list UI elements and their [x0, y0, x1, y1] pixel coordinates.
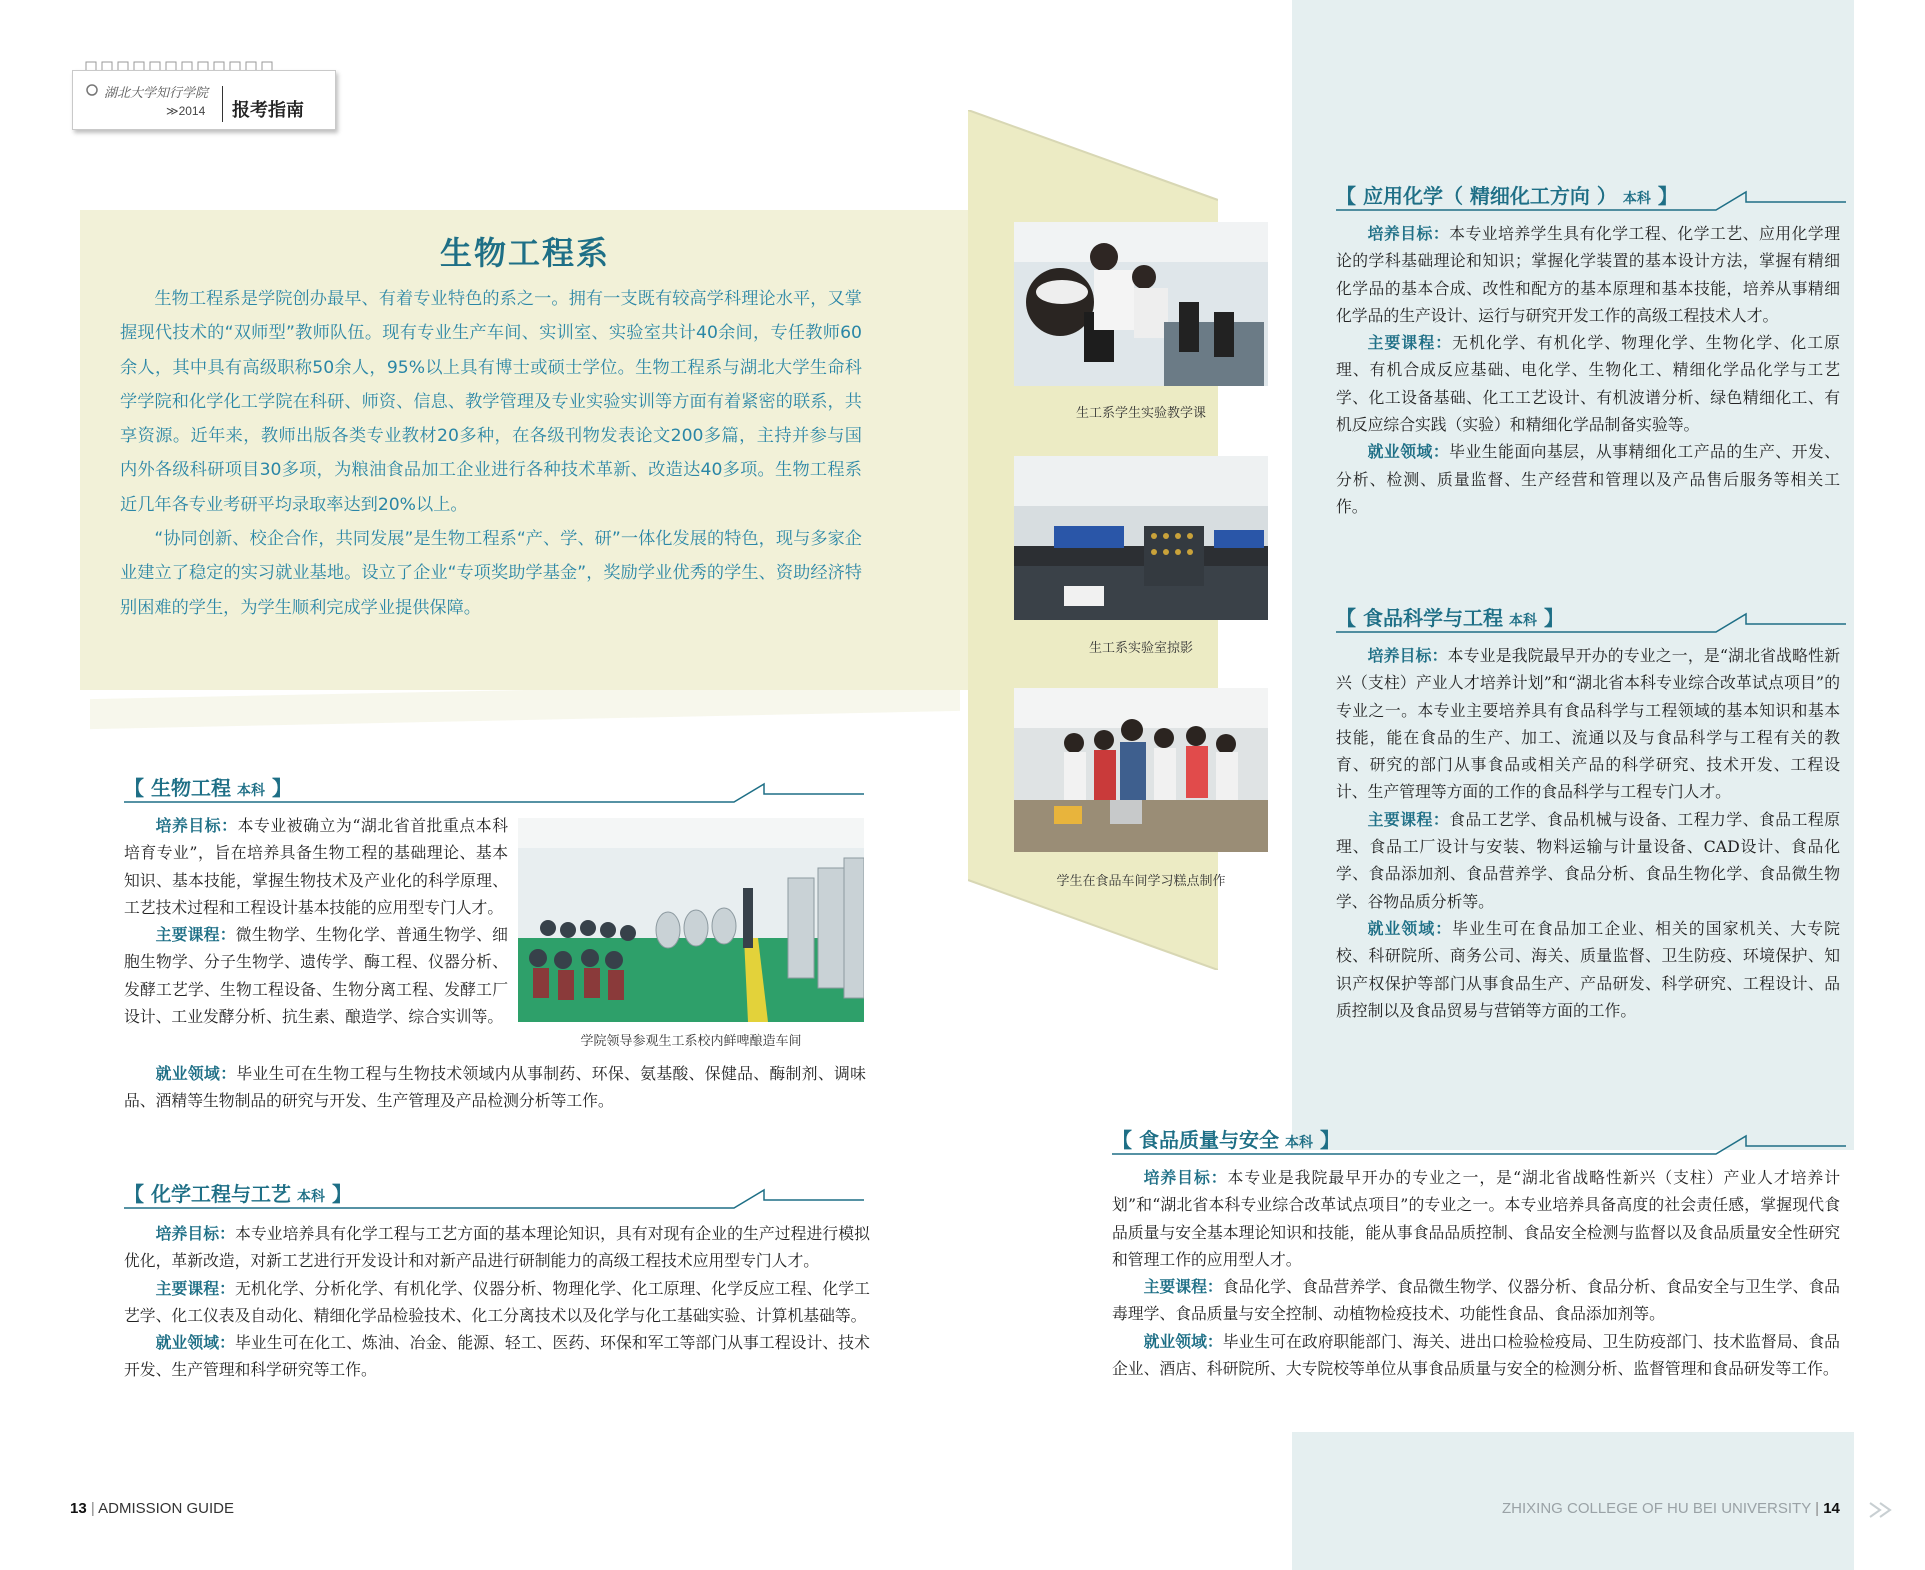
pin-icon: [84, 82, 100, 98]
section-underline: [124, 778, 864, 804]
department-title: 生物工程系: [439, 234, 610, 272]
chemical-engineering-description: 培养目标：本专业培养具有化学工程与工艺方面的基本理论知识，具有对现有企业的生产过程进行模拟优化，革新改造，对新工艺进行开发设计和对新产品进行研制能力的高级工程技术应用型专门人才。 主要课程：无机化学、分析化学、有机化学、仪器分析、物理化学、化工原理、化学反应工程、化学工艺学、化工仪表及自动化、精细化学品检验技术、化工分离技术以及化学与化工基础实验、计算机基础等。 就业领域：毕业生可在化工、炼油、冶金、能源、轻工、医药、环保和军工等部门从事工程设计、技术开发、生产管理和科学研究等工作。: [124, 1224, 870, 1380]
food-sci-jobs: 毕业生可在食品加工企业、相关的国家机关、大专院校、科研院所、商务公司、海关、质量监督、卫生防疫、环境保护、知识产权保护等部门从事食品生产、产品研发、科学研究、工程设计、品质控制以及食品贸易与营销等方面的工作。: [1336, 918, 1840, 1020]
food-science-description: 培养目标：本专业是我院最早开办的专业之一，是“湖北省战略性新兴（支柱）产业人才培养计划”和“湖北省本科专业综合改革试点项目”的专业之一。本专业主要培养具有食品科学与工程领域的基本知识和基本技能，能在食品的生产、加工、流通以及与食品科学与工程有关的教育、研究的部门从事食品或相关产品的科学研究、技术开发、工程设计、生产管理等方面的工作的食品科学与工程专门人才。 主要课程：食品工艺学、食品机械与设备、工程力学、食品工程原理、食品工厂设计与安装、物料运输与计量设备、CAD设计、食品化学、食品添加剂、食品营养学、食品分析、食品生物化学、食品微生物学、谷物品质分析等。 就业领域：毕业生可在食品加工企业、相关的国家机关、大专院校、科研院所、商务公司、海关、质量监督、卫生防疫、环境保护、知识产权保护等部门从事食品生产、产品研发、科学研究、工程设计、品质控制以及食品贸易与营销等方面的工作。: [1336, 646, 1840, 1020]
footer-right: ZHIXING COLLEGE OF HU BEI UNIVERSITY | 14: [1502, 1500, 1840, 1517]
page-number-left: 13: [70, 1500, 87, 1517]
section-underline: [1336, 186, 1846, 212]
food-workshop-photo: [1014, 688, 1268, 852]
food-sci-courses: 食品工艺学、食品机械与设备、工程力学、食品工程原理、食品工厂设计与安装、物料运输与计量设备、CAD设计、食品化学、食品添加剂、食品营养学、食品分析、食品生物化学、食品微生物学、谷物品质分析等。: [1336, 809, 1840, 911]
section-heading-food-science: 【 食品科学与工程 本科 】: [1336, 606, 1564, 630]
footer-left-text: ADMISSION GUIDE: [98, 1500, 234, 1517]
applied-chem-jobs: 毕业生能面向基层，从事精细化工产品的生产、开发、分析、检测、质量监督、生产经营和管理以及产品售后服务等相关工作。: [1336, 442, 1840, 516]
photo-caption: 学生在食品车间学习糕点制作: [1056, 874, 1226, 889]
intro-paragraph: “协同创新、校企合作，共同发展”是生物工程系“产、学、研”一体化发展的特色，现与多家企业建立了稳定的实习就业基地。设立了企业“专项奖助学基金”，奖励学业优秀的学生、资助经济特别困难的学生，为学生顺利完成学业提供保障。: [120, 529, 862, 618]
section-heading-food-safety: 【 食品质量与安全 本科 】: [1112, 1128, 1340, 1152]
laboratory-photo: [1014, 456, 1268, 620]
section-heading-chemical-engineering: 【 化学工程与工艺 本科 】: [124, 1182, 352, 1206]
section-underline: [124, 1184, 864, 1210]
section-heading-bioengineering: 【 生物工程 本科 】: [124, 776, 292, 800]
double-chevron-icon: [1868, 1500, 1898, 1520]
intro-paragraph: 生物工程系是学院创办最早、有着专业特色的系之一。拥有一支既有较高学科理论水平，又掌握现代技术的“双师型”教师队伍。现有专业生产车间、实训室、实验室共计40余间，专任教师60余人，其中具有高级职称50余人，95%以上具有博士或硕士学位。生物工程系与湖北大学生命科学学院和化学化工学院在科研、师资、信息、教学管理及专业实验实训等方面有着紧密的联系，共享资源。近年来，教师出版各类专业教材20多种，在各级刊物发表论文200多篇，主持并参与国内外各级科研项目30多项，为粮油食品加工企业进行各种技术革新、改造达40多项。生物工程系近几年各专业考研平均录取率达到20%以上。: [120, 289, 862, 515]
food-safety-goal: 本专业是我院最早开办的专业之一，是“湖北省战略性新兴（支柱）产业人才培养计划”和“湖北省本科专业综合改革试点项目”的专业之一。本专业培养具备高度的社会责任感，掌握现代食品质量与安全基本理论知识和技能，能从事食品品质控制、食品安全检测与监督以及食品质量安全性研究和管理工作的应用型人才。: [1112, 1168, 1840, 1269]
bioengineering-description: 培养目标：本专业被确立为“湖北省首批重点本科培育专业”，旨在培养具备生物工程的基础理论、基本知识、基本技能，掌握生物技术及产业化的科学原理、工艺技术过程和工程设计基本技能的应用型专门人才。 主要课程：微生物学、生物化学、普通生物学、细胞生物学、分子生物学、遗传学、酶工程、仪器分析、发酵工艺学、生物工程设备、生物分离工程、发酵工厂设计、工业发酵分析、抗生素、酿造学、综合实训等。: [124, 816, 508, 1027]
section-heading-applied-chemistry: 【 应用化学（ 精细化工方向 ） 本科 】: [1336, 184, 1678, 208]
photo-caption: 学院领导参观生工系校内鲜啤酿造车间: [580, 1034, 802, 1049]
chem-jobs: 毕业生可在化工、炼油、冶金、能源、轻工、医药、环保和军工等部门从事工程设计、技术开发、生产管理和科学研究等工作。: [124, 1333, 870, 1380]
food-safety-jobs: 毕业生可在政府职能部门、海关、进出口检验检疫局、卫生防疫部门、技术监督局、食品企业、酒店、科研院所、大专院校等单位从事食品质量与安全的检测分析、监督管理和食品研发等工作。: [1112, 1331, 1840, 1379]
applied-chemistry-description: 培养目标：本专业培养学生具有化学工程、化学工艺、应用化学理论的学科基础理论和知识；掌握化学装置的基本设计方法，掌握有精细化学品的基本合成、改性和配方的基本原理和基本技能，培养从事精细化学品的生产设计、运行与研究开发工作的高级工程技术人才。 主要课程：无机化学、有机化学、物理化学、生物化学、化工原理、有机合成反应基础、电化学、生物化工、精细化学品化学与工艺学、化工设备基础、化工工艺设计、有机波谱分析、绿色精细化工、有机反应综合实践（实验）和精细化学品制备实验等。 就业领域：毕业生能面向基层，从事精细化工产品的生产、开发、分析、检测、质量监督、生产经营和管理以及产品售后服务等相关工作。: [1336, 224, 1840, 516]
applied-chem-goal: 本专业培养学生具有化学工程、化学工艺、应用化学理论的学科基础理论和知识；掌握化学装置的基本设计方法，掌握有精细化学品的基本合成、改性和配方的基本原理和基本技能，培养从事精细化学品的生产设计、运行与研究开发工作的高级工程技术人才。: [1336, 224, 1840, 325]
page-number-right: 14: [1823, 1500, 1840, 1517]
section-underline: [1336, 608, 1846, 634]
photo-caption: 生工系学生实验教学课: [1075, 406, 1206, 421]
header-divider: [222, 86, 223, 122]
brewery-photo: [518, 818, 864, 1022]
department-intro: [120, 282, 862, 625]
food-sci-goal: 本专业是我院最早开办的专业之一，是“湖北省战略性新兴（支柱）产业人才培养计划”和“湖北省本科专业综合改革试点项目”的专业之一。本专业主要培养具有食品科学与工程领域的基本知识和基本技能，能在食品的生产、加工、流通以及与食品科学与工程有关的教育、研究的部门从事食品或相关产品的科学研究、技术开发、工程设计、生产管理等方面的工作的食品科学与工程专门人才。: [1336, 646, 1840, 802]
footer-left: 13 | ADMISSION GUIDE: [70, 1500, 234, 1517]
college-logo-text: 湖北大学知行学院: [104, 86, 209, 101]
header-title: 报考指南: [232, 100, 304, 121]
applied-chem-courses: 无机化学、有机化学、物理化学、生物化学、化工原理、有机合成反应基础、电化学、生物化工、精细化学品化学与工艺学、化工设备基础、化工工艺设计、有机波谱分析、绿色精细化工、有机反应综合实践（实验）和精细化学品制备实验等。: [1336, 333, 1840, 435]
header-year: ≫2014: [166, 104, 206, 118]
bioengineering-jobs: 就业领域：毕业生可在生物工程与生物技术领域内从事制药、环保、氨基酸、保健品、酶制剂、调味品、酒精等生物制品的研究与开发、生产管理及产品检测分析等工作。: [124, 1064, 866, 1111]
food-safety-courses: 食品化学、食品营养学、食品微生物学、仪器分析、食品分析、食品安全与卫生学、食品毒理学、食品质量与安全控制、动植物检疫技术、功能性食品、食品添加剂等。: [1112, 1277, 1840, 1324]
lab-class-photo: [1014, 222, 1268, 386]
bio-jobs: 毕业生可在生物工程与生物技术领域内从事制药、环保、氨基酸、保健品、酶制剂、调味品、酒精等生物制品的研究与开发、生产管理及产品检测分析等工作。: [124, 1064, 866, 1111]
section-underline: [1112, 1130, 1846, 1156]
photo-caption: 生工系实验室掠影: [1088, 641, 1193, 656]
food-safety-description: 培养目标：本专业是我院最早开办的专业之一，是“湖北省战略性新兴（支柱）产业人才培养计划”和“湖北省本科专业综合改革试点项目”的专业之一。本专业培养具备高度的社会责任感，掌握现代食品质量与安全基本理论知识和技能，能从事食品品质控制、食品安全检测与监督以及食品质量安全性研究和管理工作的应用型人才。 主要课程：食品化学、食品营养学、食品微生物学、仪器分析、食品分析、食品安全与卫生学、食品毒理学、食品质量与安全控制、动植物检疫技术、功能性食品、食品添加剂等。 就业领域：毕业生可在政府职能部门、海关、进出口检验检疫局、卫生防疫部门、技术监督局、食品企业、酒店、科研院所、大专院校等单位从事食品质量与安全的检测分析、监督管理和食品研发等工作。: [1112, 1168, 1840, 1379]
bio-goal: 本专业被确立为“湖北省首批重点本科培育专业”，旨在培养具备生物工程的基础理论、基本知识、基本技能，掌握生物技术及产业化的科学原理、工艺技术过程和工程设计基本技能的应用型专门人才。: [124, 816, 508, 917]
chem-courses: 无机化学、分析化学、有机化学、仪器分析、物理化学、化工原理、化学反应工程、化学工艺学、化工仪表及自动化、精细化学品检验技术、化工分离技术以及化学与化工基础实验、计算机基础等。: [124, 1278, 870, 1325]
chem-goal: 本专业培养具有化学工程与工艺方面的基本理论知识，具有对现有企业的生产过程进行模拟优化，革新改造，对新工艺进行开发设计和对新产品进行研制能力的高级工程技术应用型专门人才。: [124, 1224, 870, 1271]
footer-right-text: ZHIXING COLLEGE OF HU BEI UNIVERSITY: [1502, 1500, 1811, 1517]
bio-courses: 微生物学、生物化学、普通生物学、细胞生物学、分子生物学、遗传学、酶工程、仪器分析、发酵工艺学、生物工程设备、生物分离工程、发酵工厂设计、工业发酵分析、抗生素、酿造学、综合实训等。: [124, 925, 508, 1027]
